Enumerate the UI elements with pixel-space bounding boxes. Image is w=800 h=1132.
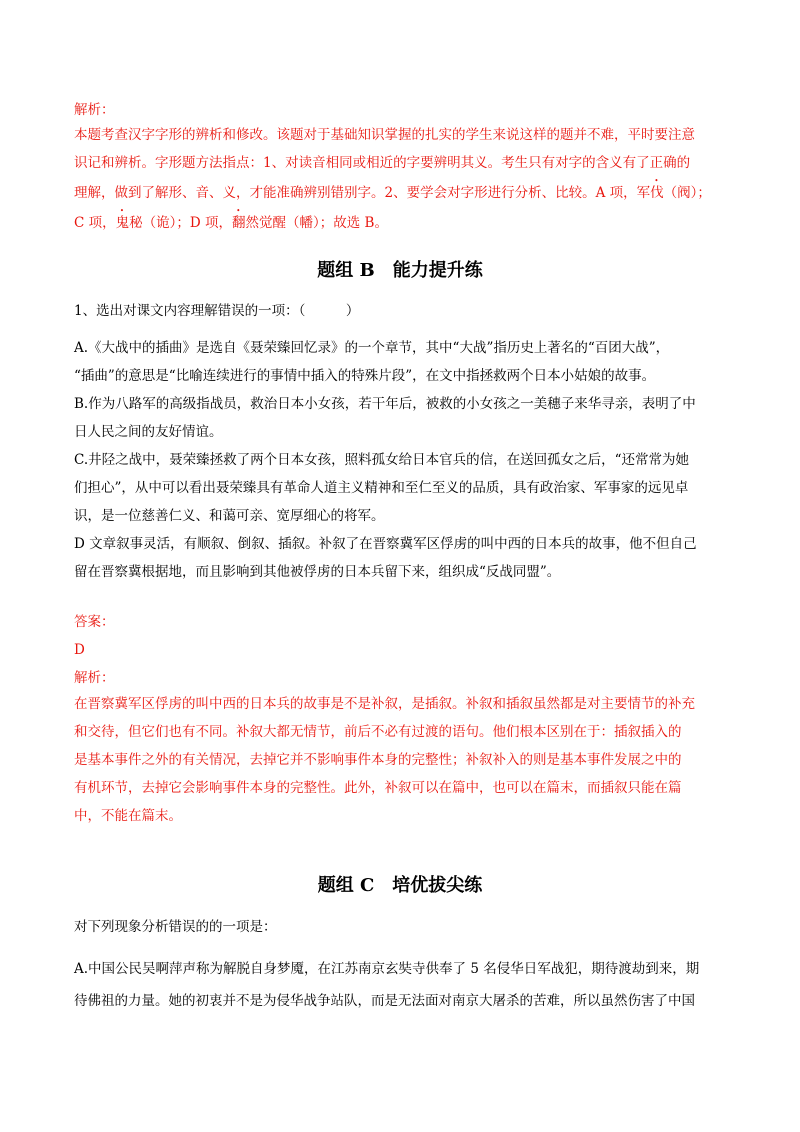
analysis-text: 秘（诡）；D 项，	[129, 215, 232, 231]
option-c-line: 们担心”，从中可以看出聂荣臻具有革命人道主义精神和至仁至义的品质，具有政治家、军事家的远见卓	[74, 480, 689, 496]
section-c-options	[74, 953, 736, 1017]
section-b-title: 题组 B 能力提升练	[317, 260, 483, 281]
option-c-line: 识，是一位慈善仁义、和蔼可亲、宽厚细心的将军。	[74, 508, 385, 524]
analysis-text: （阀）；	[663, 185, 711, 201]
option-a-line: A.《大战中的插曲》是选自《聂荣臻回忆录》的一个章节，其中“大战”指历史上著名的“百团大战”，	[74, 340, 670, 356]
analysis-line: 是基本事件之外的有关情况，去掉它并不影响事件本身的完整性；补叙补入的则是基本事件发展之中的	[74, 752, 682, 768]
analysis-line: 在晋察冀军区俘虏的叫中西的日本兵的故事是不是补叙，是插叙。补叙和插叙虽然都是对主要情节的补充	[74, 696, 695, 712]
analysis-block-1	[74, 100, 736, 120]
option-a-line: A.中国公民吴啊萍声称为解脱自身梦魇，在江苏南京玄奘寺供奉了 5 名侵华日军战犯，期待渡劫到来，期	[74, 961, 700, 977]
answer-label: 答案：	[74, 614, 115, 630]
analysis-line: 和交待，但它们也有不同。补叙大都无情节，前后不必有过渡的语句。他们根本区别在于：插叙插入的	[74, 724, 682, 740]
emphasized-char: 鬼	[115, 215, 130, 231]
analysis-text: 然觉醒（幡）；故选 B。	[245, 215, 388, 231]
option-a-line: 待佛祖的力量。她的初衷并不是为侵华战争站队，而是无法面对南京大屠杀的苦难，所以虽然伤害了中国	[74, 993, 695, 1009]
analysis-line: 有机环节，去掉它会影响事件本身的完整性。此外，补叙可以在篇中，也可以在篇末，而插叙只能在篇	[74, 780, 682, 796]
analysis-text: C 项，	[74, 215, 116, 231]
emphasized-char: 伐	[650, 185, 664, 201]
option-d-line: 留在晋察冀根据地，而且影响到其他被俘虏的日本兵留下来，组织成“反战同盟”。	[74, 564, 561, 580]
analysis-line	[74, 207, 736, 237]
question-text: 1、选出对课文内容理解错误的一项：（ ）	[74, 303, 360, 319]
analysis-line: 本题考查汉字字形的辨析和修改。该题对于基础知识掌握的扎实的学生来说这样的题并不难，平时要注意	[74, 127, 695, 143]
option-d-line: D 文章叙事灵活，有顺叙、倒叙、插叙。补叙了在晋察冀军区俘虏的叫中西的日本兵的故事，他不但自己	[74, 536, 697, 552]
section-b-options	[74, 334, 736, 586]
analysis-line: 识记和辨析。字形题方法指点：1、对读音相同或相近的字要辨明其义。考生只有对字的含义有了正确的	[74, 155, 691, 171]
option-b-line: B.作为八路军的高级指战员，救治日本小女孩，若干年后，被救的小女孩之一美穗子来华寻亲，表明了中	[74, 396, 696, 412]
analysis-line	[74, 177, 736, 207]
section-b-analysis	[74, 690, 736, 830]
section-c-question-block	[74, 913, 736, 941]
analysis-label: 解析：	[74, 102, 115, 118]
analysis-line: 中，不能在篇末。	[74, 808, 182, 824]
option-a-line: “插曲”的意思是“比喻连续进行的事情中插入的特殊片段”，在文中指拯救两个日本小姑娘的故事。	[74, 368, 656, 384]
option-c-line: C.井陉之战中，聂荣臻拯救了两个日本女孩，照料孤女给日本官兵的信，在送回孤女之后，“还常常为她	[74, 452, 690, 468]
answer-block	[74, 608, 736, 692]
answer-value: D	[74, 642, 85, 658]
emphasized-char: 翻	[232, 215, 246, 231]
analysis-text-1	[74, 121, 736, 237]
option-b-line: 日人民之间的友好情谊。	[74, 424, 223, 440]
question-text: 对下列现象分析错误的的一项是：	[74, 919, 277, 935]
analysis-text: 理解，做到了解形、音、义，才能准确辨别错别字。2、要学会对字形进行分析、比较。A 项，军	[74, 185, 651, 201]
section-b-question-block	[74, 297, 736, 325]
analysis-label: 解析：	[74, 670, 115, 686]
section-c-title: 题组 C 培优拔尖练	[317, 875, 483, 896]
